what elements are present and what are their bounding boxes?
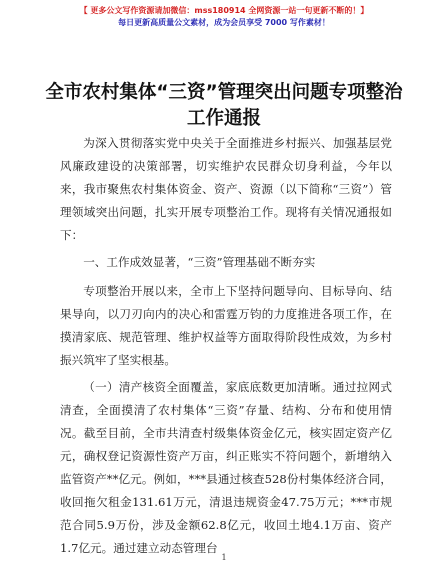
- document-title: 全市农村集体“三资”管理突出问题专项整治工作通报: [45, 82, 403, 129]
- page-number: 1: [221, 553, 227, 562]
- banner-line-2: 每日更新高质量公文素材，成为会员享受 7000 写作素材！: [118, 18, 330, 27]
- promo-banner: [0, 5, 448, 29]
- intro-paragraph: 为深入贯彻落实党中央关于全面推进乡村振兴、加强基层党风廉政建设的决策部署，切实维护农民群众切身利益，今年以来，我市聚焦农村集体资金、资产、资源（以下简称“三资”）管理领域突出问题，扎实开展专项整治工作。现将有关情况通报如下：: [60, 136, 392, 242]
- subsection-1-paragraph: （一）清产核资全面覆盖，家底底数更加清晰。通过拉网式清查，全面摸清了农村集体“三资”存量、结构、分布和使用情况。截至目前，全市共清查村级集体资金亿元，核实固定资产亿元，确权登记资源性资产万亩，纠正账实不符问题个，新增纳入监管资产**亿元。例如，***县通过核查528份村集体经济合同，收回拖欠租金131.61万元，清退违规资金47.75万元；***市规范合同5.9万份，涉及金额62.8亿元，收回土地4.1万亩、资产1.7亿元。通过建立动态管理台: [60, 380, 392, 555]
- document-body: [60, 132, 392, 564]
- section-1-paragraph: 专项整治开展以来，全市上下坚持问题导向、目标导向、结果导向，以刀刃向内的决心和雷霆万钧的力度推进各项工作，在摸清家底、规范管理、维护权益等方面取得阶段性成效，为乡村振兴筑牢了坚实根基。: [60, 284, 392, 367]
- banner-line-1: 【 更多公文写作资源请加微信：mss180914 全网资源一站一句更新不断的！】: [79, 6, 369, 15]
- section-1-heading: 一、工作成效显著，“三资”管理基础不断夯实: [83, 255, 316, 269]
